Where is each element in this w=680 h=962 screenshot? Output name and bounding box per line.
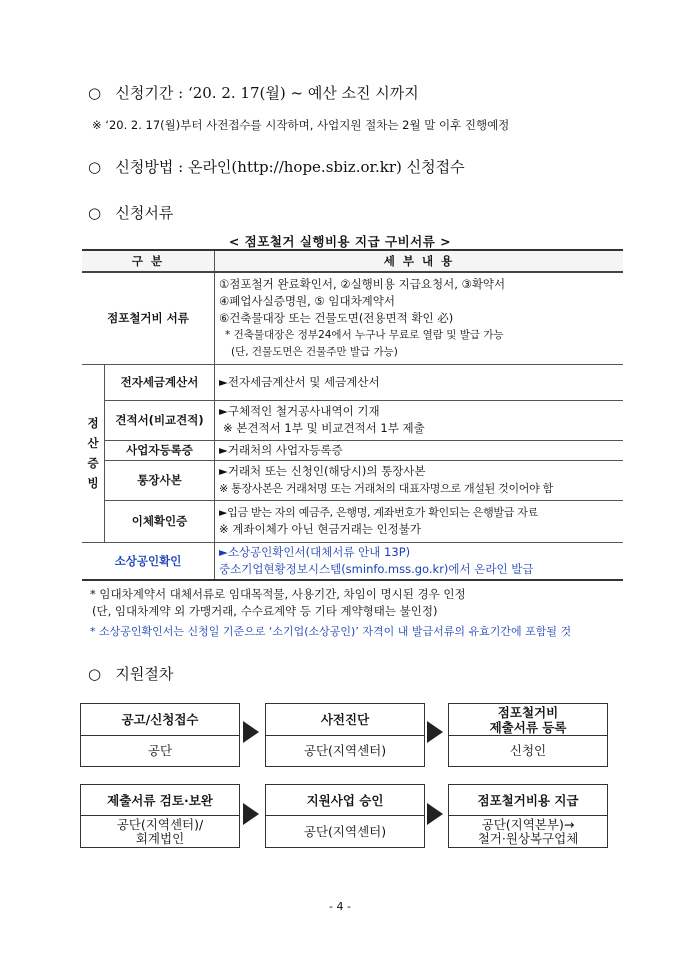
smb-details bbox=[215, 542, 624, 580]
flow-step-actor: 공단(지역센터) bbox=[303, 823, 387, 839]
group-char: 산 bbox=[87, 436, 99, 450]
flow-step-actor-line: 회계법인 bbox=[135, 830, 185, 846]
detail-line: ►구체적인 철거공사내역이 기재 bbox=[219, 404, 380, 418]
evidence-label: 통장사본 bbox=[105, 460, 215, 500]
period-note: ※ ‘20. 2. 17(월)부터 사전접수를 시작하며, 사업지원 절차는 2월 말 이후 진행예정 bbox=[92, 118, 510, 132]
flow-step-actor: 공단 bbox=[147, 743, 173, 758]
evidence-details bbox=[215, 460, 624, 500]
table-row-evidence bbox=[82, 364, 623, 400]
flow-step-actor-line: 공단(지역센터)/ bbox=[116, 816, 204, 832]
flow-step-title: 사전진단 bbox=[266, 704, 424, 736]
demolition-label: 점포철거비 서류 bbox=[82, 272, 215, 364]
table-row-evidence bbox=[82, 460, 623, 500]
detail-line: ※ 계좌이체가 아닌 현금거래는 인정불가 bbox=[219, 522, 421, 536]
flow-step-title-line: 제출서류 등록 bbox=[489, 719, 567, 735]
flow-step-title-line: 점포철거비 bbox=[497, 704, 559, 720]
bullet: ○ bbox=[88, 665, 102, 683]
bullet: ○ bbox=[88, 84, 102, 102]
footnote: (단, 임대차계약 외 가맹거래, 수수료계약 등 기타 계약형태는 불인정) bbox=[92, 604, 438, 618]
bullet: ○ bbox=[88, 158, 102, 176]
documents-table bbox=[82, 249, 623, 581]
flow-step-actor-line: 철거·원상복구업체 bbox=[477, 830, 579, 846]
detail-line: ►전자세금계산서 및 세금계산서 bbox=[219, 374, 380, 389]
detail-line: ►소상공인확인서(대체서류 안내 13P) bbox=[219, 544, 411, 559]
arrow-right-icon bbox=[243, 803, 259, 825]
detail-line: (단, 건물도면은 건물주만 발급 가능) bbox=[231, 345, 398, 358]
page-number: - 4 - bbox=[329, 900, 351, 913]
detail-line: ※ 통장사본은 거래처명 또는 거래처의 대표자명으로 개설된 것이어야 함 bbox=[219, 482, 553, 495]
flow-step-announce bbox=[80, 703, 240, 767]
evidence-label: 견적서(비교견적) bbox=[105, 400, 215, 440]
header-details: 세 부 내 용 bbox=[215, 250, 624, 272]
evidence-details bbox=[215, 500, 624, 542]
table-row-demolition bbox=[82, 272, 623, 364]
procedure-text: 지원절차 bbox=[115, 665, 174, 683]
evidence-label: 전자세금계산서 bbox=[105, 364, 215, 400]
table-title: < 점포철거 실행비용 지급 구비서류 > bbox=[228, 234, 452, 249]
table-row-evidence bbox=[82, 500, 623, 542]
flow-step-title: 점포철거비용 지급 bbox=[449, 785, 607, 816]
group-char: 빙 bbox=[87, 476, 99, 490]
flow-step-review bbox=[80, 784, 240, 848]
flow-step-actor: 신청인 bbox=[509, 743, 547, 758]
footnote-blue: * 소상공인확인서는 신청일 기준으로 ‘소기업(소상공인)’ 자격이 내 발급서류의 유효기간에 포함될 것 bbox=[90, 625, 572, 638]
flow-step-title: 공고/신청접수 bbox=[81, 704, 239, 736]
flow-step-actor bbox=[81, 816, 239, 847]
evidence-label: 사업자등록증 bbox=[105, 440, 215, 460]
demolition-details bbox=[215, 272, 624, 364]
detail-line: ⑥건축물대장 또는 건물도면(전용면적 확인 必) bbox=[219, 310, 454, 325]
apply-method-text: 신청방법 : 온라인(http://hope.sbiz.or.kr) 신청접수 bbox=[115, 158, 465, 176]
header-category: 구 분 bbox=[82, 250, 215, 272]
flow-step-title: 제출서류 검토·보완 bbox=[81, 785, 239, 816]
flow-step-title bbox=[449, 704, 607, 736]
detail-line: * 건축물대장은 정부24에서 누구나 무료로 열람 및 발급 가능 bbox=[225, 328, 504, 341]
arrow-right-icon bbox=[243, 721, 259, 743]
table-row-evidence bbox=[82, 440, 623, 460]
evidence-label: 이체확인증 bbox=[105, 500, 215, 542]
footnote: * 임대차계약서 대체서류로 임대목적물, 사용기간, 차임이 명시된 경우 인정 bbox=[90, 587, 466, 601]
flow-step-payment bbox=[448, 784, 608, 848]
apply-docs-heading bbox=[88, 202, 173, 223]
detail-line: ④폐업사실증명원, ⑤ 임대차계약서 bbox=[219, 293, 396, 308]
evidence-details bbox=[215, 400, 624, 440]
evidence-details bbox=[215, 364, 624, 400]
bullet: ○ bbox=[88, 204, 102, 222]
flow-step-actor: 공단(지역센터) bbox=[303, 743, 387, 758]
detail-line: ①점포철거 완료확인서, ②실행비용 지급요청서, ③확약서 bbox=[219, 276, 506, 291]
table-header-row bbox=[82, 250, 623, 272]
flow-step-actor bbox=[449, 816, 607, 847]
flow-step-title: 지원사업 승인 bbox=[266, 785, 424, 816]
arrow-right-icon bbox=[427, 803, 443, 825]
group-char: 증 bbox=[87, 456, 99, 470]
flow-step-actor-line: 공단(지역본부)→ bbox=[481, 816, 575, 832]
evidence-details bbox=[215, 440, 624, 460]
evidence-group-label bbox=[82, 364, 105, 542]
flow-step-register-docs bbox=[448, 703, 608, 767]
table-row-smb bbox=[82, 542, 623, 580]
apply-method bbox=[88, 156, 465, 177]
flow-step-approval bbox=[265, 784, 425, 848]
detail-line: 중소기업현황정보시스템(sminfo.mss.go.kr)에서 온라인 발급 bbox=[219, 561, 534, 576]
detail-line: ►거래처 또는 신청인(해당시)의 통장사본 bbox=[219, 464, 426, 478]
apply-period-text: 신청기간 : ‘20. 2. 17(월) ~ 예산 소진 시까지 bbox=[115, 84, 419, 102]
flow-step-prediagnosis bbox=[265, 703, 425, 767]
apply-period bbox=[88, 82, 419, 103]
detail-line: ※ 본견적서 1부 및 비교견적서 1부 제출 bbox=[223, 421, 425, 435]
arrow-right-icon bbox=[427, 721, 443, 743]
detail-line: ►입금 받는 자의 예금주, 은행명, 계좌번호가 확인되는 은행발급 자료 bbox=[219, 506, 538, 519]
detail-line: ►거래처의 사업자등록증 bbox=[219, 442, 343, 457]
apply-docs-text: 신청서류 bbox=[115, 204, 174, 222]
group-char: 정 bbox=[87, 416, 99, 430]
smb-label: 소상공인확인 bbox=[82, 542, 215, 580]
table-row-evidence bbox=[82, 400, 623, 440]
procedure-heading bbox=[88, 663, 173, 684]
